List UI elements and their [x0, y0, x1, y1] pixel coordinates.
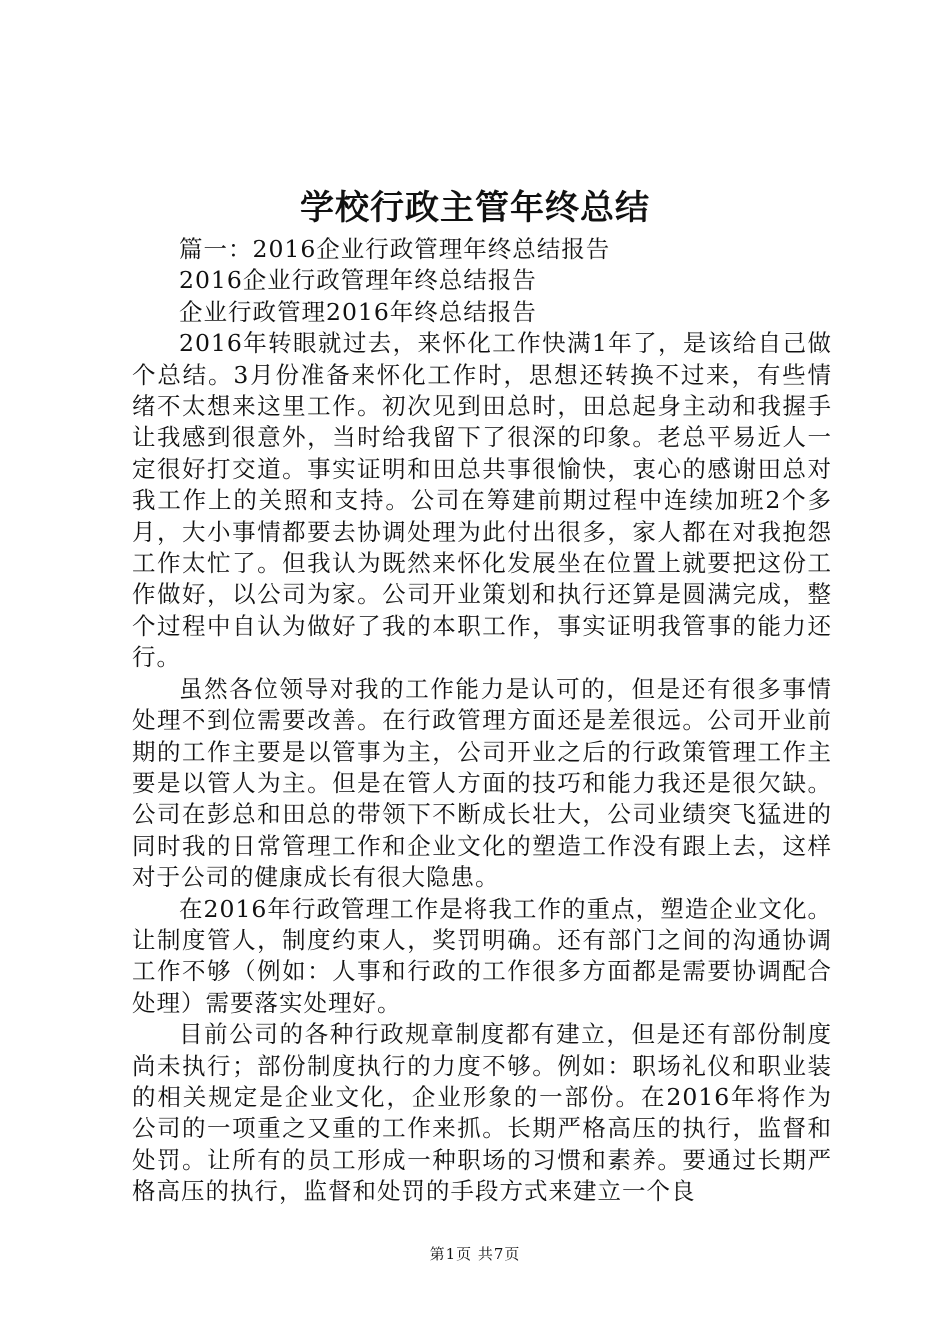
body-paragraph: 虽然各位领导对我的工作能力是认可的，但是还有很多事情处理不到位需要改善。在行政管理方面还是差很远。公司开业前期的工作主要是以管事为主，公司开业之后的行政策管理工作主要是以管人为主。但是在管人方面的技巧和能力我还是很欠缺。公司在彭总和田总的带领下不断成长壮大，公司业绩突飞猛进的同时我的日常管理工作和企业文化的塑造工作没有跟上去，这样对于公司的健康成长有很大隐患。 [132, 674, 832, 892]
heading-line: 2016企业行政管理年终总结报告 [179, 266, 537, 295]
heading-line: 企业行政管理2016年终总结报告 [179, 297, 537, 326]
page-number-footer: 第1页 共7页 [429, 1245, 521, 1263]
body-paragraph: 目前公司的各种行政规章制度都有建立，但是还有部份制度尚未执行；部份制度执行的力度不够。例如：职场礼仪和职业装的相关规定是企业文化，企业形象的一部份。在2016年将作为公司的一项重之又重的工作来抓。长期严格高压的执行，监督和处罚。让所有的员工形成一种职场的习惯和素养。要通过长期严格高压的执行，监督和处罚的手段方式来建立一个良 [132, 1020, 832, 1206]
body-paragraph: 2016年转眼就过去，来怀化工作快满1年了，是该给自己做个总结。3月份准备来怀化工作时，思想还转换不过来，有些情绪不太想来这里工作。初次见到田总时，田总起身主动和我握手让我感到很意外，当时给我留下了很深的印象。老总平易近人一定很好打交道。事实证明和田总共事很愉快，衷心的感谢田总对我工作上的关照和支持。公司在筹建前期过程中连续加班2个多月，大小事情都要去协调处理为此付出很多，家人都在对我抱怨工作太忙了。但我认为既然来怀化发展坐在位置上就要把这份工作做好，以公司为家。公司开业策划和执行还算是圆满完成，整个过程中自认为做好了我的本职工作，事实证明我管事的能力还行。 [132, 329, 832, 672]
document-title: 学校行政主管年终总结 [300, 188, 650, 228]
heading-line: 篇一：2016企业行政管理年终总结报告 [179, 235, 611, 263]
document-body [132, 234, 832, 1208]
body-paragraph: 在2016年行政管理工作是将我工作的重点，塑造企业文化。让制度管人，制度约束人，奖罚明确。还有部门之间的沟通协调工作不够（例如：人事和行政的工作很多方面都是需要协调配合处理）需要落实处理好。 [132, 894, 832, 1017]
